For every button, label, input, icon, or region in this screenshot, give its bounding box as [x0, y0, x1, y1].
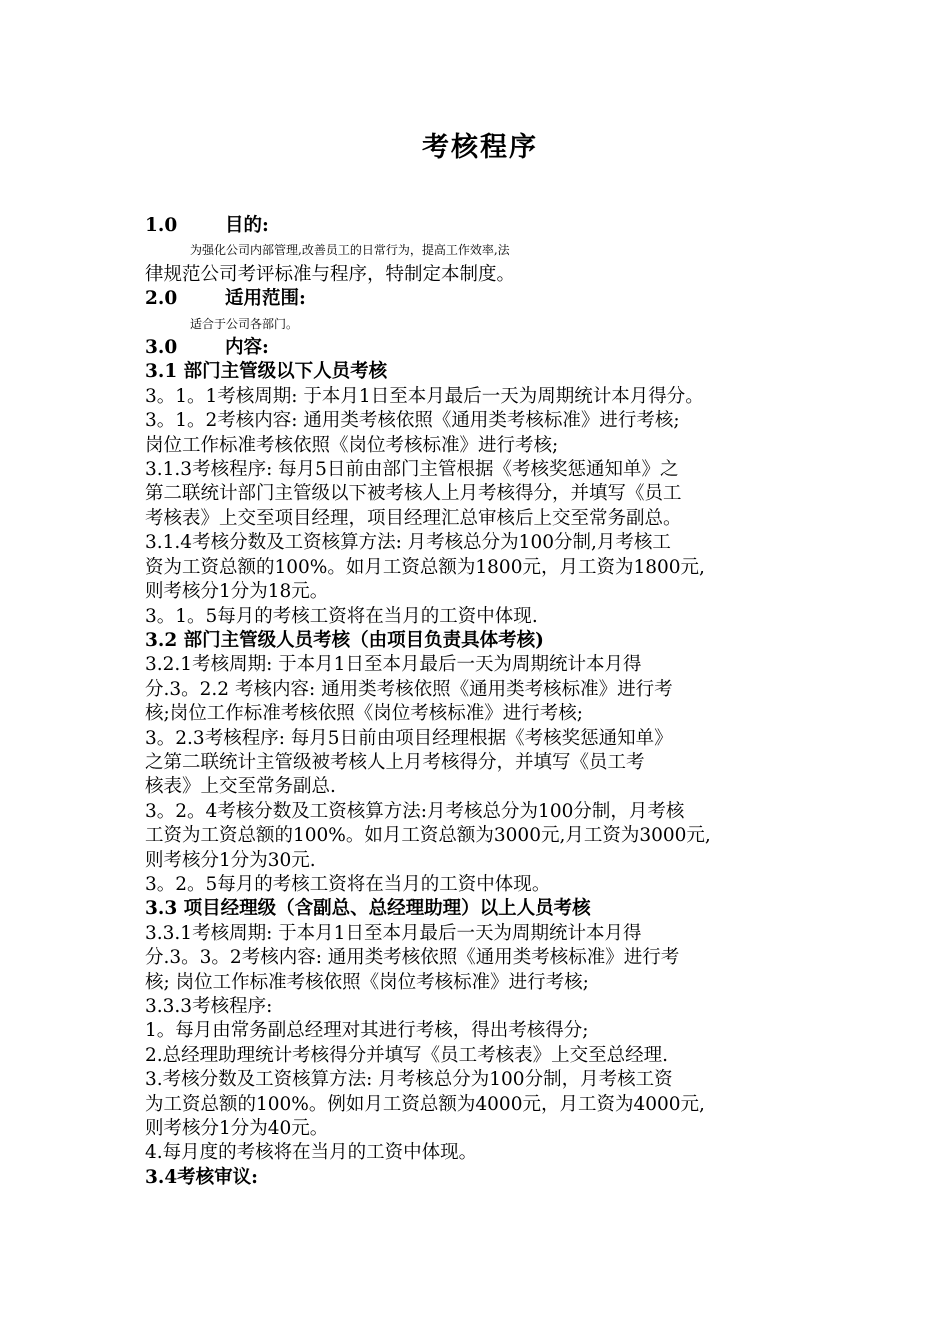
section-heading-scope — [145, 287, 815, 311]
paragraph-line: 岗位工作标准考核依照《岗位考核标准》进行考核; — [145, 434, 559, 456]
paragraph-line: 3。2。5每月的考核工资将在当月的工资中体现。 — [145, 873, 551, 895]
section-label: 目的: — [225, 215, 269, 236]
section-number: 1.0 — [145, 215, 178, 236]
document-page — [145, 128, 815, 1190]
paragraph-line: 则考核分1分为40元。 — [145, 1118, 329, 1140]
paragraph-line: 则考核分1分为18元。 — [145, 581, 329, 603]
paragraph-line: 4.每月度的考核将在当月的工资中体现。 — [145, 1142, 478, 1164]
paragraph-line: 3.2.1考核周期: 于本月1日至本月最后一天为周期统计本月得 — [145, 654, 642, 676]
paragraph-line: 3。1。2考核内容: 通用类考核依照《通用类考核标准》进行考核; — [145, 410, 680, 432]
section-heading-content — [145, 336, 815, 360]
paragraph-line: 之第二联统计主管级被考核人上月考核得分，并填写《员工考 — [145, 751, 645, 773]
paragraph-line: 则考核分1分为30元. — [145, 849, 316, 871]
subsection-heading: 3.1 部门主管级以下人员考核 — [145, 361, 388, 383]
subsection-heading: 3.2 部门主管级人员考核（由项目负责具体考核) — [145, 629, 544, 651]
paragraph-line: 3.考核分数及工资核算方法: 月考核总分为100分制，月考核工资 — [145, 1069, 673, 1091]
paragraph-line: 核; 岗位工作标准考核依照《岗位考核标准》进行考核; — [145, 971, 589, 993]
section-number: 3.0 — [145, 337, 178, 359]
subsection-heading: 3.3 项目经理级（含副总、总经理助理）以上人员考核 — [145, 898, 591, 920]
paragraph-line: 工资为工资总额的100%。如月工资总额为3000元,月工资为3000元, — [145, 825, 711, 847]
section-heading-purpose — [145, 214, 815, 238]
section-label: 内容: — [225, 337, 269, 359]
paragraph-line: 3.3.3考核程序: — [145, 996, 273, 1017]
paragraph-line: 资为工资总额的100%。如月工资总额为1800元，月工资为1800元, — [145, 556, 705, 578]
paragraph-line: 为工资总额的100%。例如月工资总额为4000元，月工资为4000元, — [145, 1093, 705, 1115]
paragraph-line: 为强化公司内部管理,改善员工的日常行为，提高工作效率,法 — [190, 243, 510, 258]
paragraph-line: 核;岗位工作标准考核依照《岗位考核标准》进行考核; — [145, 703, 583, 725]
paragraph-line: 3。2。4考核分数及工资核算方法:月考核总分为100分制，月考核 — [145, 800, 685, 822]
paragraph-line: 3。1。5每月的考核工资将在当月的工资中体现. — [145, 605, 538, 627]
section-label: 适用范围: — [225, 288, 306, 310]
paragraph-line: 3.1.4考核分数及工资核算方法: 月考核总分为100分制,月考核工 — [145, 532, 671, 554]
paragraph-line: 考核表》上交至项目经理，项目经理汇总审核后上交至常务副总。 — [145, 507, 682, 529]
subsection-heading: 3.4考核审议: — [145, 1166, 259, 1188]
paragraph-line: 1。每月由常务副总经理对其进行考核，得出考核得分; — [145, 1020, 589, 1042]
paragraph-line: 律规范公司考评标准与程序，特制定本制度。 — [145, 263, 516, 285]
paragraph-line: 3。1。1考核周期: 于本月1日至本月最后一天为周期统计本月得分。 — [145, 385, 704, 407]
paragraph-line: 2.总经理助理统计考核得分并填写《员工考核表》上交至总经理. — [145, 1044, 669, 1066]
paragraph-line: 核表》上交至常务副总. — [145, 776, 336, 798]
paragraph-line: 3。2.3考核程序: 每月5日前由项目经理根据《考核奖惩通知单》 — [145, 727, 673, 749]
paragraph-line: 3.1.3考核程序: 每月5日前由部门主管根据《考核奖惩通知单》之 — [145, 459, 679, 481]
section-number: 2.0 — [145, 288, 178, 310]
paragraph-line: 适合于公司各部门。 — [190, 316, 299, 331]
paragraph-line: 分.3。3。2考核内容: 通用类考核依照《通用类考核标准》进行考 — [145, 947, 680, 969]
page-title: 考核程序 — [422, 132, 538, 163]
paragraph-line: 第二联统计部门主管级以下被考核人上月考核得分，并填写《员工 — [145, 483, 682, 505]
paragraph-line: 3.3.1考核周期: 于本月1日至本月最后一天为周期统计本月得 — [145, 922, 642, 944]
paragraph-line: 分.3。2.2 考核内容: 通用类考核依照《通用类考核标准》进行考 — [145, 678, 673, 700]
